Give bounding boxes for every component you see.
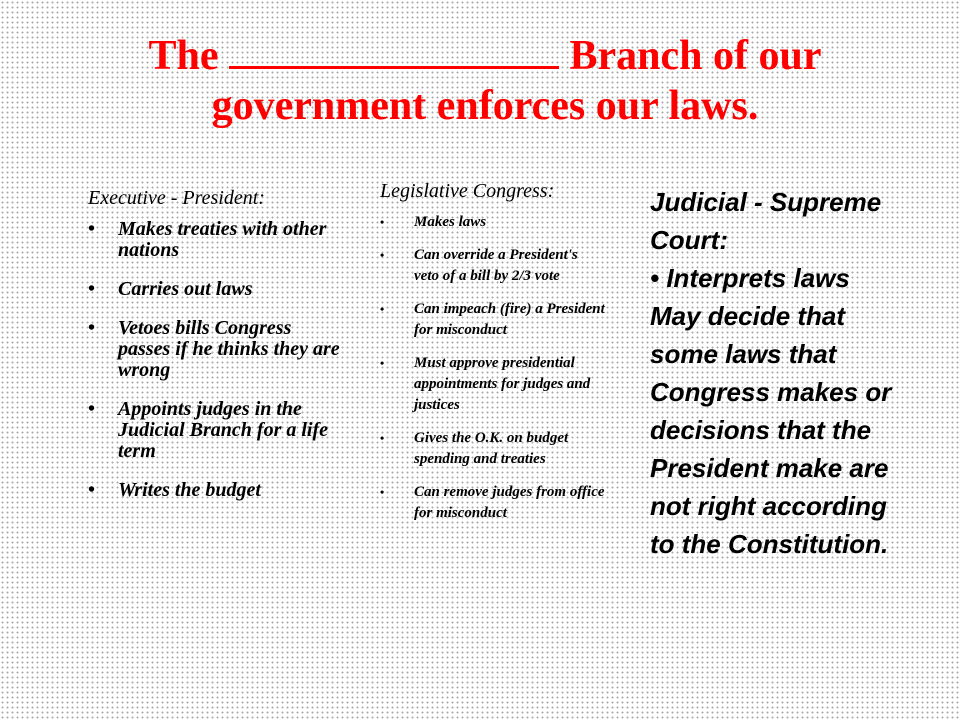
executive-list [88, 219, 346, 501]
legislative-heading: Legislative Congress: [380, 180, 555, 202]
bullet-icon: • [380, 431, 385, 445]
bullet-icon: • [88, 479, 96, 501]
judicial-body: May decide that some laws that Congress makes or decisions that the President make are not right according to the Constitution. [650, 301, 892, 559]
bullet-icon: • [380, 215, 385, 229]
list-item-text: Can remove judges from office for misconduct [414, 484, 605, 521]
list-item-text: Must approve presidential appointments for judges and justices [414, 355, 591, 413]
list-item-text: Gives the O.K. on budget spending and treaties [414, 430, 569, 467]
list-item [380, 428, 605, 470]
title-blank-line [229, 30, 559, 69]
executive-heading: Executive - President: [88, 187, 265, 209]
bullet-icon: • [380, 302, 385, 316]
list-item-text: Makes treaties with other nations [118, 218, 327, 261]
list-item [88, 279, 346, 300]
judicial-column [650, 183, 915, 563]
executive-column [88, 183, 346, 519]
bullet-icon: • [88, 317, 96, 339]
bullet-icon: • [380, 248, 385, 262]
list-item-text: Can override a President's veto of a bill by 2/3 vote [414, 247, 578, 284]
bullet-icon: • [380, 485, 385, 499]
list-item [380, 245, 605, 287]
bullet-icon: • [380, 356, 385, 370]
list-item-text: Can impeach (fire) a President for misconduct [414, 301, 605, 338]
slide-title [60, 30, 910, 131]
list-item [88, 480, 346, 501]
list-item [380, 482, 605, 524]
list-item-text: Carries out laws [118, 278, 253, 300]
list-item-text: Appoints judges in the Judicial Branch for a life term [118, 398, 329, 462]
title-prefix: The [148, 33, 219, 79]
list-item [380, 212, 605, 233]
bullet-icon: • [88, 218, 96, 240]
list-item [380, 299, 605, 341]
list-item-text: Writes the budget [118, 479, 261, 501]
legislative-list [380, 212, 605, 524]
list-item [88, 399, 346, 462]
list-item-text: Makes laws [414, 214, 487, 230]
list-item [88, 219, 346, 261]
list-item-text: Vetoes bills Congress passes if he thinks they are wrong [118, 317, 340, 381]
bullet-icon: • [88, 278, 96, 300]
judicial-heading: Judicial - Supreme Court: [650, 187, 882, 255]
bullet-icon: • [88, 398, 96, 420]
judicial-bullet-line: • Interprets laws [650, 263, 850, 293]
list-item [88, 318, 346, 381]
legislative-column [380, 176, 605, 536]
title-suffix: Branch of our government enforces our laws. [211, 33, 822, 129]
list-item [380, 353, 605, 416]
